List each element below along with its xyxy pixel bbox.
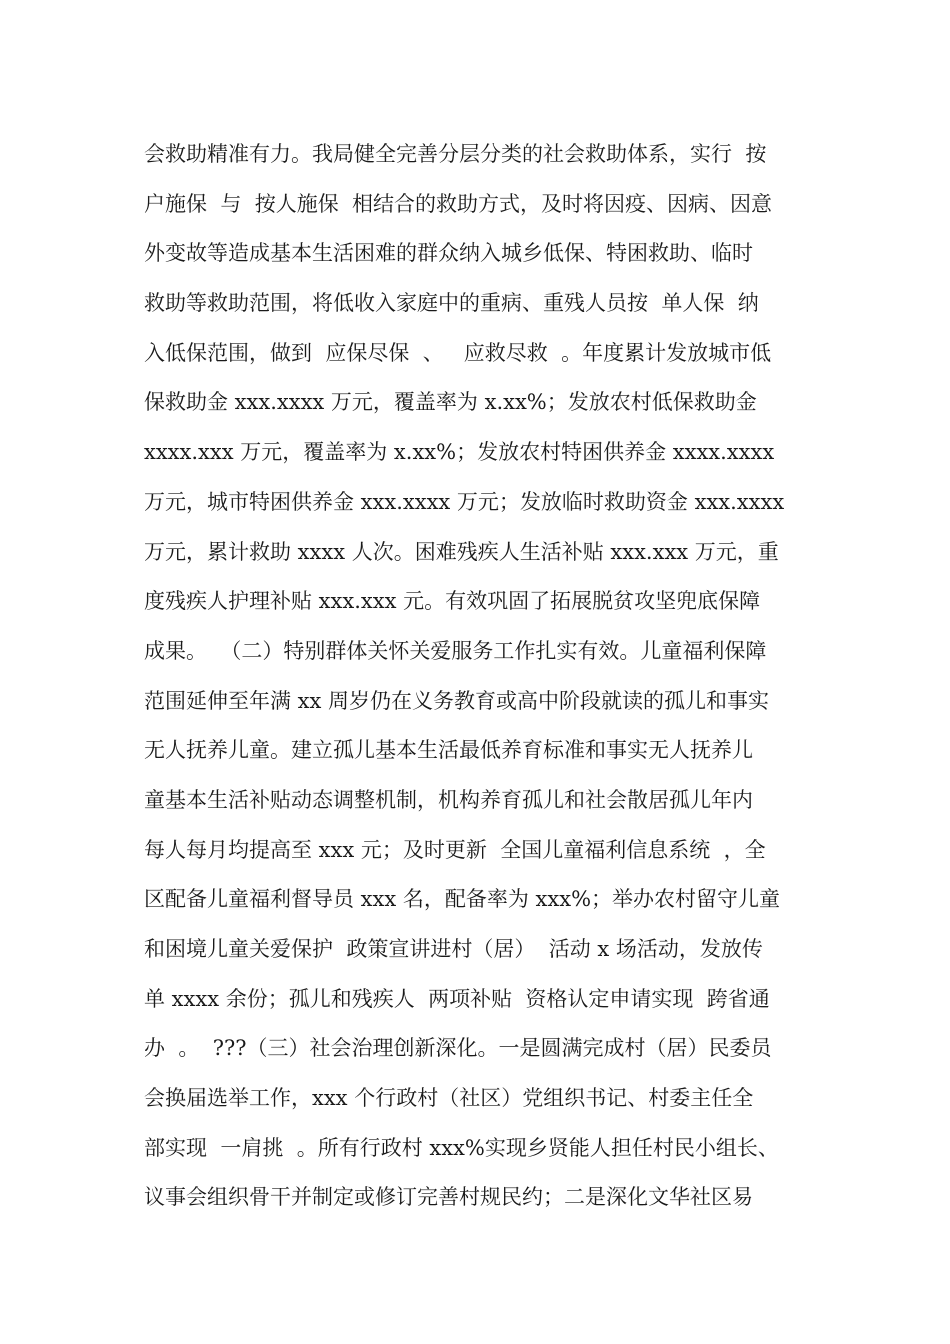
text-line: 万元，累计救助 xxxx 人次。困难残疾人生活补贴 xxx.xxx 万元，重 <box>144 539 779 564</box>
text-line: 部实现 一肩挑 。所有行政村 xxx%实现乡贤能人担任村民小组长、 <box>144 1135 779 1160</box>
text-line: 和困境儿童关爱保护 政策宣讲进村（居） 活动 x 场活动，发放传 <box>144 937 763 961</box>
text-line: 区配备儿童福利督导员 xxx 名，配备率为 xxx%；举办农村留守儿童 <box>144 887 781 912</box>
text-line: 办 。 ???（三）社会治理创新深化。一是圆满完成村（居）民委员 <box>144 1036 772 1061</box>
body-text <box>144 130 814 1223</box>
text-line: 无人抚养儿童。建立孤儿基本生活最低养育标准和事实无人抚养儿 <box>144 738 753 763</box>
text-line: 议事会组织骨干并制定或修订完善村规民约；二是深化文华社区易 <box>144 1185 753 1210</box>
text-line: 童基本生活补贴动态调整机制，机构养育孤儿和社会散居孤儿年内 <box>144 787 753 812</box>
text-line: 会救助精准有力。我局健全完善分层分类的社会救助体系，实行 按 <box>144 142 767 166</box>
text-line: 范围延伸至年满 xx 周岁仍在义务教育或高中阶段就读的孤儿和事实 <box>144 688 770 713</box>
text-line: 会换届选举工作，xxx 个行政村（社区）党组织书记、村委主任全 <box>144 1086 754 1111</box>
text-line: 救助等救助范围，将低收入家庭中的重病、重残人员按 单人保 纳 <box>144 291 759 316</box>
text-line: 保救助金 xxx.xxxx 万元，覆盖率为 x.xx%；发放农村低保救助金 <box>144 390 757 415</box>
text-line: 单 xxxx 余份；孤儿和残疾人 两项补贴 资格认定申请实现 跨省通 <box>144 986 770 1011</box>
text-line: 万元，城市特困供养金 xxx.xxxx 万元；发放临时救助资金 xxx.xxxx <box>144 489 785 514</box>
text-line: 户施保 与 按人施保 相结合的救助方式，及时将因疫、因病、因意 <box>144 191 773 216</box>
text-line: 每人每月均提高至 xxx 元；及时更新 全国儿童福利信息系统 ，全 <box>144 837 766 862</box>
text-line: 入低保范围，做到 应保尽保 、 应救尽救 。年度累计发放城市低 <box>144 340 772 365</box>
text-line: 成果。 （二）特别群体关怀关爱服务工作扎实有效。儿童福利保障 <box>144 638 767 663</box>
text-line: 外变故等造成基本生活困难的群众纳入城乡低保、特困救助、临时 <box>144 241 753 266</box>
text-line: xxxx.xxx 万元，覆盖率为 x.xx%；发放农村特困供养金 xxxx.xxxx <box>144 440 775 465</box>
text-line: 度残疾人护理补贴 xxx.xxx 元。有效巩固了拓展脱贫攻坚兜底保障 <box>144 589 761 614</box>
